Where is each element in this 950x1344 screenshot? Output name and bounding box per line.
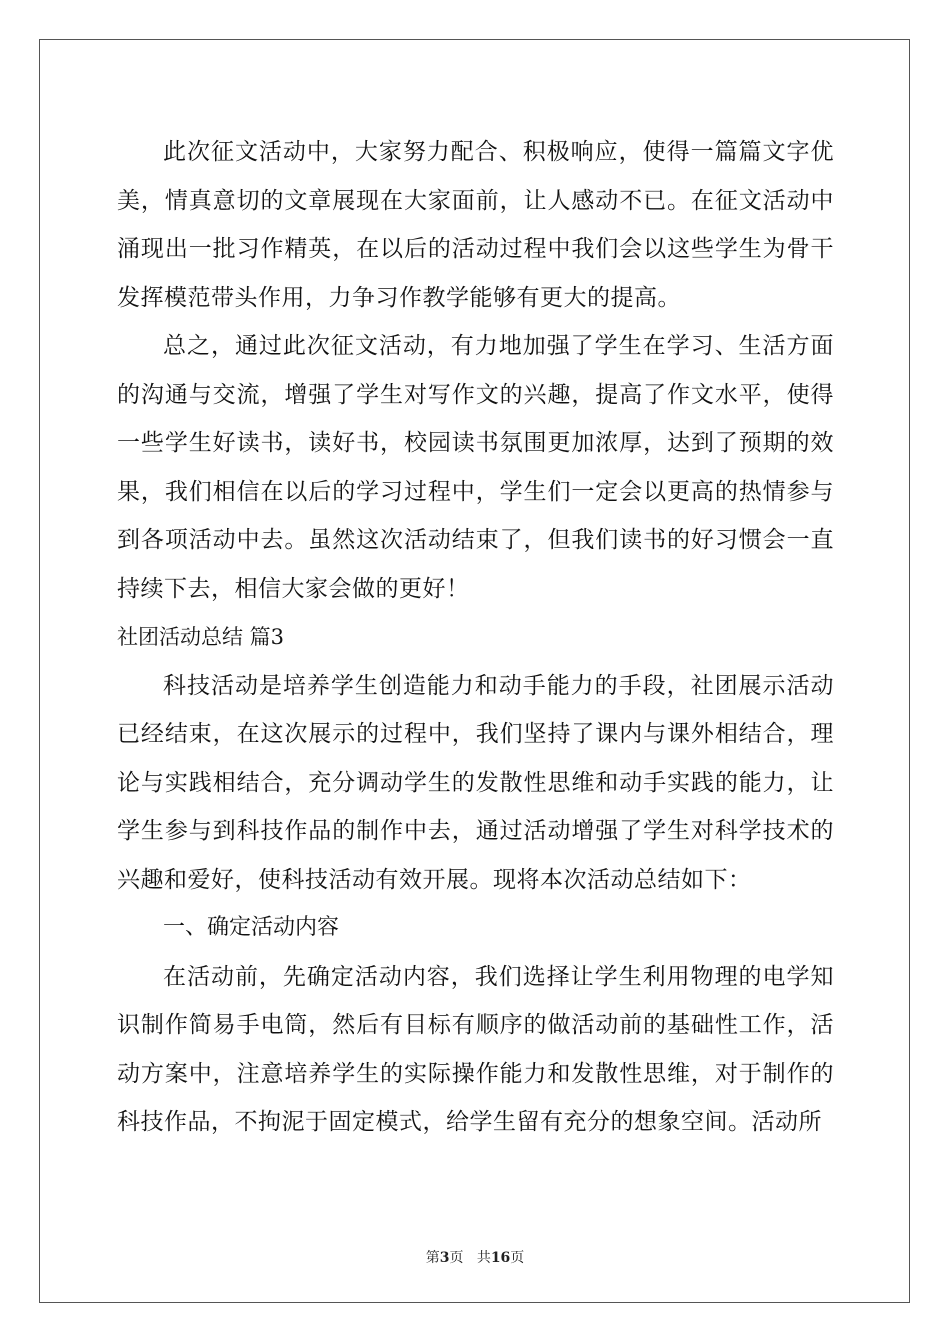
- paragraph-essay-activity: 此次征文活动中，大家努力配合、积极响应，使得一篇篇文字优美，情真意切的文章展现在大家面前，让人感动不已。在征文活动中涌现出一批习作精英，在以后的活动过程中我们会以这些学生为骨干发挥模范带头作用，力争习作教学能够有更大的提高。: [117, 139, 834, 311]
- paragraph-define-content: 在活动前，先确定活动内容，我们选择让学生利用物理的电学知识制作简易手电筒，然后有目标有顺序的做活动前的基础性工作，活动方案中，注意培养学生的实际操作能力和发散性思维，对于制作的科技作品，不拘泥于固定模式，给学生留有充分的想象空间。活动所: [117, 963, 834, 1135]
- page-prefix: 第: [425, 1250, 440, 1266]
- section-heading: 社团活动总结 篇3: [117, 625, 285, 649]
- total-prefix: 共: [476, 1250, 491, 1266]
- subheading-define-content: 一、确定活动内容: [163, 915, 340, 940]
- paragraph-tech-intro: 科技活动是培养学生创造能力和动手能力的手段，社团展示活动已经结束，在这次展示的过程中，我们坚持了课内与课外相结合，理论与实践相结合，充分调动学生的发散性思维和动手实践的能力，让学生参与到科技作品的制作中去，通过活动增强了学生对科学技术的兴趣和爱好，使科技活动有效开展。现将本次活动总结如下：: [117, 672, 834, 893]
- current-page-number: 3: [439, 1250, 450, 1266]
- total-suffix: 页: [510, 1250, 525, 1266]
- page-suffix: 页: [449, 1250, 464, 1266]
- paragraph-summary: 总之，通过此次征文活动，有力地加强了学生在学习、生活方面的沟通与交流，增强了学生对写作文的兴趣，提高了作文水平，使得一些学生好读书，读好书，校园读书氛围更加浓厚，达到了预期的效果，我们相信在以后的学习过程中，学生们一定会以更高的热情参与到各项活动中去。虽然这次活动结束了，但我们读书的好习惯会一直持续下去，相信大家会做的更好！: [117, 333, 834, 602]
- total-page-number: 16: [490, 1250, 511, 1266]
- document-body: [117, 128, 834, 1147]
- page-footer: [0, 1247, 950, 1267]
